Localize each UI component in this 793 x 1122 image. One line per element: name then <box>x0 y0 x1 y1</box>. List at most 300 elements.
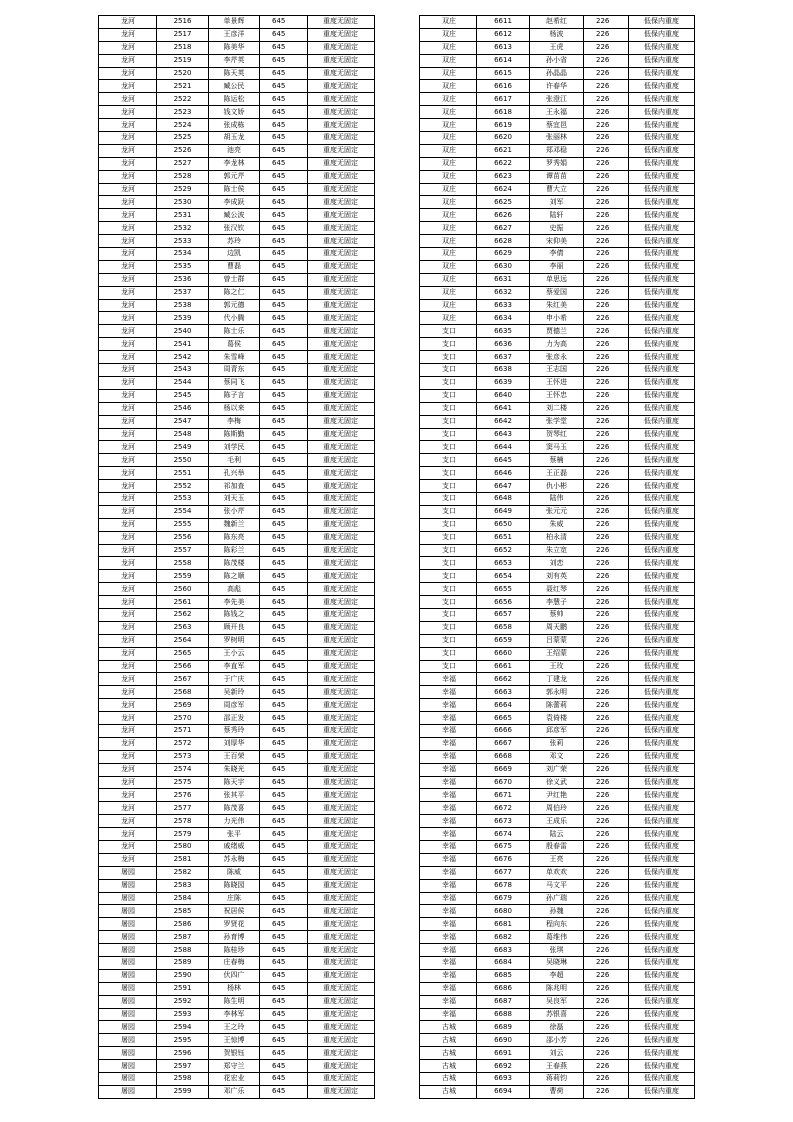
name-cell: 徐义武 <box>530 776 584 789</box>
number-cell: 2521 <box>157 80 209 93</box>
table-row <box>420 712 695 725</box>
category-cell: 重度无固定 <box>308 905 375 918</box>
region-cell: 龙河 <box>99 763 157 776</box>
category-cell: 重度无固定 <box>308 415 375 428</box>
region-cell: 支口 <box>420 621 477 634</box>
name-cell: 陈士侯 <box>209 183 260 196</box>
number-cell: 2570 <box>157 712 209 725</box>
name-cell: 邓文 <box>530 750 584 763</box>
amount-cell: 645 <box>260 634 308 647</box>
category-cell: 重度无固定 <box>308 879 375 892</box>
category-cell: 重度无固定 <box>308 1021 375 1034</box>
number-cell: 6629 <box>477 248 530 261</box>
region-cell: 龙河 <box>99 505 157 518</box>
table-row <box>420 750 695 763</box>
region-cell: 龙河 <box>99 80 157 93</box>
region-cell: 屠园 <box>99 969 157 982</box>
number-cell: 6633 <box>477 299 530 312</box>
name-cell: 孙小省 <box>530 54 584 67</box>
table-row <box>420 351 695 364</box>
region-cell: 支口 <box>420 634 477 647</box>
amount-cell: 645 <box>260 737 308 750</box>
amount-cell: 226 <box>584 608 629 621</box>
category-cell: 重度无固定 <box>308 28 375 41</box>
name-cell: 力光伟 <box>209 815 260 828</box>
category-cell: 重度无固定 <box>308 944 375 957</box>
category-cell: 低保内重度 <box>629 144 695 157</box>
category-cell: 低保内重度 <box>629 415 695 428</box>
number-cell: 2517 <box>157 28 209 41</box>
table-row <box>99 1008 375 1021</box>
category-cell: 重度无固定 <box>308 454 375 467</box>
name-cell: 吕蒙蒙 <box>530 634 584 647</box>
amount-cell: 645 <box>260 41 308 54</box>
region-cell: 双庄 <box>420 183 477 196</box>
region-cell: 龙河 <box>99 492 157 505</box>
amount-cell: 645 <box>260 557 308 570</box>
category-cell: 低保内重度 <box>629 54 695 67</box>
name-cell: 高彪 <box>209 583 260 596</box>
category-cell: 重度无固定 <box>308 982 375 995</box>
region-cell: 龙河 <box>99 325 157 338</box>
table-row <box>99 1047 375 1060</box>
table-row <box>420 428 695 441</box>
region-cell: 屠园 <box>99 1034 157 1047</box>
table-row <box>420 467 695 480</box>
category-cell: 重度无固定 <box>308 712 375 725</box>
number-cell: 6627 <box>477 222 530 235</box>
amount-cell: 226 <box>584 957 629 970</box>
region-cell: 双庄 <box>420 248 477 261</box>
category-cell: 重度无固定 <box>308 570 375 583</box>
category-cell: 低保内重度 <box>629 724 695 737</box>
category-cell: 低保内重度 <box>629 660 695 673</box>
category-cell: 重度无固定 <box>308 1085 375 1098</box>
region-cell: 支口 <box>420 325 477 338</box>
region-cell: 幸福 <box>420 995 477 1008</box>
amount-cell: 645 <box>260 248 308 261</box>
name-cell: 臧公波 <box>209 209 260 222</box>
category-cell: 重度无固定 <box>308 596 375 609</box>
region-cell: 龙河 <box>99 802 157 815</box>
amount-cell: 645 <box>260 351 308 364</box>
category-cell: 低保内重度 <box>629 1060 695 1073</box>
name-cell: 郑邓稳 <box>530 144 584 157</box>
number-cell: 2564 <box>157 634 209 647</box>
amount-cell: 226 <box>584 596 629 609</box>
table-row <box>420 789 695 802</box>
name-cell: 李超 <box>530 969 584 982</box>
table-row <box>420 402 695 415</box>
amount-cell: 226 <box>584 544 629 557</box>
amount-cell: 645 <box>260 338 308 351</box>
table-row <box>99 480 375 493</box>
region-cell: 幸福 <box>420 931 477 944</box>
table-row <box>420 776 695 789</box>
name-cell: 周天鹏 <box>530 621 584 634</box>
number-cell: 6638 <box>477 364 530 377</box>
number-cell: 6624 <box>477 183 530 196</box>
number-cell: 6626 <box>477 209 530 222</box>
number-cell: 2593 <box>157 1008 209 1021</box>
amount-cell: 226 <box>584 1034 629 1047</box>
category-cell: 低保内重度 <box>629 492 695 505</box>
amount-cell: 226 <box>584 866 629 879</box>
region-cell: 幸福 <box>420 1008 477 1021</box>
amount-cell: 226 <box>584 557 629 570</box>
name-cell: 王百荣 <box>209 750 260 763</box>
name-cell: 吴新玲 <box>209 686 260 699</box>
name-cell: 陈桂珍 <box>209 944 260 957</box>
region-cell: 幸福 <box>420 828 477 841</box>
region-cell: 支口 <box>420 376 477 389</box>
table-row <box>99 80 375 93</box>
amount-cell: 226 <box>584 737 629 750</box>
region-cell: 双庄 <box>420 312 477 325</box>
region-cell: 龙河 <box>99 724 157 737</box>
name-cell: 申小希 <box>530 312 584 325</box>
amount-cell: 226 <box>584 699 629 712</box>
amount-cell: 645 <box>260 660 308 673</box>
region-cell: 龙河 <box>99 273 157 286</box>
number-cell: 6668 <box>477 750 530 763</box>
amount-cell: 226 <box>584 441 629 454</box>
number-cell: 6694 <box>477 1085 530 1098</box>
number-cell: 2538 <box>157 299 209 312</box>
category-cell: 重度无固定 <box>308 119 375 132</box>
name-cell: 宋仰美 <box>530 235 584 248</box>
category-cell: 重度无固定 <box>308 54 375 67</box>
amount-cell: 645 <box>260 505 308 518</box>
name-cell: 张丽林 <box>530 132 584 145</box>
category-cell: 重度无固定 <box>308 1008 375 1021</box>
amount-cell: 645 <box>260 673 308 686</box>
region-cell: 龙河 <box>99 673 157 686</box>
amount-cell: 645 <box>260 209 308 222</box>
table-row <box>420 286 695 299</box>
amount-cell: 645 <box>260 480 308 493</box>
category-cell: 重度无固定 <box>308 969 375 982</box>
number-cell: 6650 <box>477 518 530 531</box>
amount-cell: 226 <box>584 106 629 119</box>
table-row <box>99 853 375 866</box>
category-cell: 重度无固定 <box>308 41 375 54</box>
table-row <box>99 905 375 918</box>
number-cell: 6611 <box>477 16 530 29</box>
table-row <box>420 1021 695 1034</box>
region-cell: 双庄 <box>420 80 477 93</box>
number-cell: 6648 <box>477 492 530 505</box>
name-cell: 王志国 <box>530 364 584 377</box>
number-cell: 6654 <box>477 570 530 583</box>
region-cell: 屠园 <box>99 1021 157 1034</box>
table-row <box>99 982 375 995</box>
name-cell: 祁加查 <box>209 480 260 493</box>
name-cell: 单景辉 <box>209 16 260 29</box>
table-row <box>420 815 695 828</box>
category-cell: 低保内重度 <box>629 106 695 119</box>
name-cell: 蔡宜邑 <box>530 119 584 132</box>
region-cell: 屠园 <box>99 931 157 944</box>
category-cell: 重度无固定 <box>308 557 375 570</box>
category-cell: 重度无固定 <box>308 750 375 763</box>
region-cell: 支口 <box>420 402 477 415</box>
region-cell: 龙河 <box>99 544 157 557</box>
table-row <box>420 338 695 351</box>
category-cell: 低保内重度 <box>629 235 695 248</box>
region-cell: 龙河 <box>99 841 157 854</box>
region-cell: 古城 <box>420 1085 477 1098</box>
category-cell: 低保内重度 <box>629 441 695 454</box>
region-cell: 支口 <box>420 492 477 505</box>
category-cell: 重度无固定 <box>308 802 375 815</box>
category-cell: 重度无固定 <box>308 544 375 557</box>
name-cell: 边凯 <box>209 248 260 261</box>
category-cell: 低保内重度 <box>629 518 695 531</box>
number-cell: 6673 <box>477 815 530 828</box>
number-cell: 2547 <box>157 415 209 428</box>
category-cell: 低保内重度 <box>629 789 695 802</box>
region-cell: 幸福 <box>420 776 477 789</box>
name-cell: 朱雪峰 <box>209 351 260 364</box>
name-cell: 单欢欢 <box>530 866 584 879</box>
table-row <box>99 299 375 312</box>
table-row <box>420 505 695 518</box>
region-cell: 屠园 <box>99 1008 157 1021</box>
amount-cell: 226 <box>584 248 629 261</box>
amount-cell: 645 <box>260 299 308 312</box>
name-cell: 马文平 <box>530 879 584 892</box>
name-cell: 程向东 <box>530 918 584 931</box>
number-cell: 6672 <box>477 802 530 815</box>
category-cell: 低保内重度 <box>629 351 695 364</box>
name-cell: 朱晓光 <box>209 763 260 776</box>
table-row <box>420 1060 695 1073</box>
region-cell: 幸福 <box>420 944 477 957</box>
table-row <box>420 235 695 248</box>
number-cell: 6653 <box>477 557 530 570</box>
table-row <box>420 93 695 106</box>
category-cell: 重度无固定 <box>308 634 375 647</box>
category-cell: 低保内重度 <box>629 931 695 944</box>
category-cell: 低保内重度 <box>629 260 695 273</box>
category-cell: 重度无固定 <box>308 892 375 905</box>
region-cell: 龙河 <box>99 119 157 132</box>
region-cell: 支口 <box>420 557 477 570</box>
amount-cell: 645 <box>260 1060 308 1073</box>
category-cell: 重度无固定 <box>308 776 375 789</box>
category-cell: 低保内重度 <box>629 325 695 338</box>
category-cell: 重度无固定 <box>308 67 375 80</box>
number-cell: 2586 <box>157 918 209 931</box>
category-cell: 重度无固定 <box>308 828 375 841</box>
amount-cell: 645 <box>260 492 308 505</box>
table-row <box>420 608 695 621</box>
category-cell: 低保内重度 <box>629 596 695 609</box>
table-row <box>420 1047 695 1060</box>
region-cell: 龙河 <box>99 41 157 54</box>
amount-cell: 226 <box>584 944 629 957</box>
region-cell: 龙河 <box>99 815 157 828</box>
name-cell: 朱威 <box>530 518 584 531</box>
amount-cell: 226 <box>584 570 629 583</box>
category-cell: 低保内重度 <box>629 338 695 351</box>
number-cell: 2578 <box>157 815 209 828</box>
category-cell: 重度无固定 <box>308 866 375 879</box>
number-cell: 2582 <box>157 866 209 879</box>
number-cell: 2533 <box>157 235 209 248</box>
left-table-body <box>99 16 375 1099</box>
number-cell: 6678 <box>477 879 530 892</box>
amount-cell: 226 <box>584 325 629 338</box>
table-row <box>99 931 375 944</box>
category-cell: 低保内重度 <box>629 28 695 41</box>
number-cell: 6691 <box>477 1047 530 1060</box>
amount-cell: 226 <box>584 1060 629 1073</box>
number-cell: 6646 <box>477 467 530 480</box>
number-cell: 2522 <box>157 93 209 106</box>
number-cell: 2568 <box>157 686 209 699</box>
amount-cell: 226 <box>584 969 629 982</box>
category-cell: 重度无固定 <box>308 273 375 286</box>
region-cell: 屠园 <box>99 866 157 879</box>
table-row <box>99 750 375 763</box>
name-cell: 戚绪威 <box>209 841 260 854</box>
category-cell: 低保内重度 <box>629 196 695 209</box>
region-cell: 屠园 <box>99 995 157 1008</box>
category-cell: 低保内重度 <box>629 969 695 982</box>
number-cell: 6656 <box>477 596 530 609</box>
category-cell: 重度无固定 <box>308 364 375 377</box>
region-cell: 幸福 <box>420 750 477 763</box>
region-cell: 双庄 <box>420 144 477 157</box>
name-cell: 柏永清 <box>530 531 584 544</box>
region-cell: 支口 <box>420 518 477 531</box>
amount-cell: 645 <box>260 28 308 41</box>
amount-cell: 645 <box>260 376 308 389</box>
table-row <box>420 415 695 428</box>
table-row <box>99 647 375 660</box>
amount-cell: 645 <box>260 892 308 905</box>
name-cell: 力为高 <box>530 338 584 351</box>
region-cell: 古城 <box>420 1073 477 1086</box>
table-row <box>99 286 375 299</box>
amount-cell: 645 <box>260 918 308 931</box>
category-cell: 低保内重度 <box>629 866 695 879</box>
region-cell: 龙河 <box>99 699 157 712</box>
table-row <box>99 209 375 222</box>
amount-cell: 226 <box>584 16 629 29</box>
name-cell: 陈茂喜 <box>209 802 260 815</box>
number-cell: 2543 <box>157 364 209 377</box>
amount-cell: 645 <box>260 196 308 209</box>
amount-cell: 645 <box>260 724 308 737</box>
amount-cell: 226 <box>584 776 629 789</box>
name-cell: 苏玲 <box>209 235 260 248</box>
number-cell: 6675 <box>477 841 530 854</box>
amount-cell: 226 <box>584 518 629 531</box>
table-row <box>420 699 695 712</box>
table-row <box>99 54 375 67</box>
number-cell: 6659 <box>477 634 530 647</box>
number-cell: 6641 <box>477 402 530 415</box>
name-cell: 陈茂楼 <box>209 557 260 570</box>
category-cell: 低保内重度 <box>629 376 695 389</box>
region-cell: 龙河 <box>99 402 157 415</box>
region-cell: 支口 <box>420 351 477 364</box>
amount-cell: 645 <box>260 260 308 273</box>
category-cell: 重度无固定 <box>308 583 375 596</box>
amount-cell: 226 <box>584 905 629 918</box>
table-row <box>420 248 695 261</box>
category-cell: 低保内重度 <box>629 608 695 621</box>
amount-cell: 226 <box>584 157 629 170</box>
table-row <box>99 1073 375 1086</box>
region-cell: 龙河 <box>99 454 157 467</box>
category-cell: 低保内重度 <box>629 41 695 54</box>
table-row <box>420 1008 695 1021</box>
category-cell: 低保内重度 <box>629 505 695 518</box>
region-cell: 龙河 <box>99 28 157 41</box>
amount-cell: 645 <box>260 815 308 828</box>
table-row <box>420 892 695 905</box>
table-row <box>99 467 375 480</box>
number-cell: 2537 <box>157 286 209 299</box>
table-row <box>420 596 695 609</box>
number-cell: 2518 <box>157 41 209 54</box>
number-cell: 2545 <box>157 389 209 402</box>
amount-cell: 226 <box>584 1073 629 1086</box>
category-cell: 重度无固定 <box>308 505 375 518</box>
region-cell: 龙河 <box>99 299 157 312</box>
category-cell: 低保内重度 <box>629 841 695 854</box>
name-cell: 庄陈 <box>209 892 260 905</box>
region-cell: 屠园 <box>99 892 157 905</box>
table-row <box>99 415 375 428</box>
number-cell: 2539 <box>157 312 209 325</box>
name-cell: 陈美华 <box>209 41 260 54</box>
region-cell: 屠园 <box>99 1073 157 1086</box>
region-cell: 幸福 <box>420 686 477 699</box>
name-cell: 郑守兰 <box>209 1060 260 1073</box>
category-cell: 重度无固定 <box>308 763 375 776</box>
table-row <box>420 828 695 841</box>
category-cell: 低保内重度 <box>629 634 695 647</box>
region-cell: 龙河 <box>99 183 157 196</box>
amount-cell: 226 <box>584 93 629 106</box>
region-cell: 双庄 <box>420 222 477 235</box>
category-cell: 重度无固定 <box>308 699 375 712</box>
name-cell: 曹荷 <box>530 1085 584 1098</box>
number-cell: 6649 <box>477 505 530 518</box>
category-cell: 低保内重度 <box>629 1034 695 1047</box>
region-cell: 支口 <box>420 660 477 673</box>
region-cell: 支口 <box>420 480 477 493</box>
amount-cell: 645 <box>260 944 308 957</box>
amount-cell: 226 <box>584 802 629 815</box>
amount-cell: 226 <box>584 995 629 1008</box>
number-cell: 2567 <box>157 673 209 686</box>
category-cell: 重度无固定 <box>308 260 375 273</box>
name-cell: 朱红美 <box>530 299 584 312</box>
region-cell: 双庄 <box>420 273 477 286</box>
amount-cell: 226 <box>584 132 629 145</box>
table-row <box>99 879 375 892</box>
name-cell: 苏银喜 <box>530 1008 584 1021</box>
region-cell: 支口 <box>420 596 477 609</box>
category-cell: 低保内重度 <box>629 1047 695 1060</box>
category-cell: 低保内重度 <box>629 467 695 480</box>
